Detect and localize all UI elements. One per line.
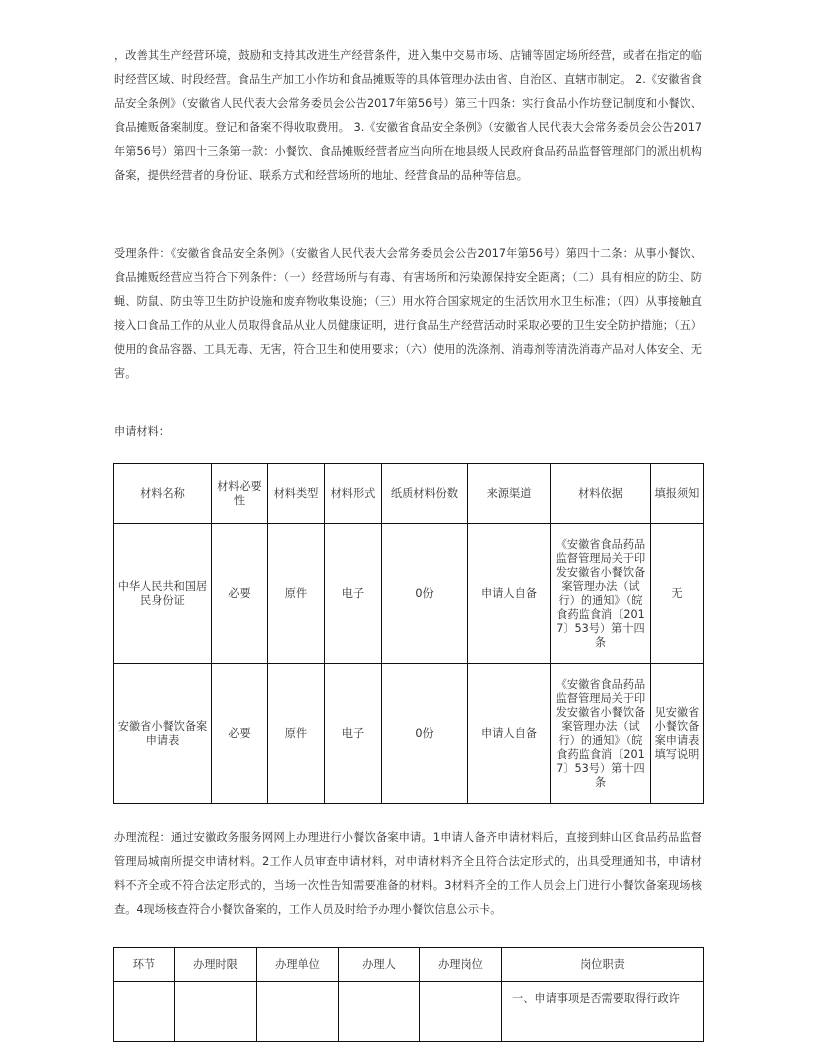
cell-filling-notes: 无 — [651, 524, 704, 664]
cell-material-name: 中华人民共和国居民身份证 — [114, 524, 212, 664]
cell-material-basis: 《安徽省食品药品监督管理局关于印发安徽省小餐饮备案管理办法（试行）的通知》（皖食药监食消〔2017〕53号）第十四条 — [551, 524, 651, 664]
header-paper-copies: 纸质材料份数 — [382, 464, 468, 524]
cell-post-duty: 一、申请事项是否需要取得行政许 — [502, 982, 704, 1042]
cell-material-basis: 《安徽省食品药品监督管理局关于印发安徽省小餐饮备案管理办法（试行）的通知》（皖食药监食消〔2017〕53号）第十四条 — [551, 664, 651, 804]
legal-basis-paragraph: ，改善其生产经营环境，鼓励和支持其改进生产经营条件，进入集中交易市场、店铺等固定场所经营，或者在指定的临时经营区域、时段经营。食品生产加工小作坊和食品摊贩等的具体管理办法由省、自治区、直辖市制定。 2.《安徽省食品安全条例》（安徽省人民代表大会常务委员会公告2017年第56号）第三十四条：实行食品小作坊登记制度和小餐饮、食品摊贩备案制度。登记和备案不得收取费用。 3.《安徽省食品安全条例》（安徽省人民代表大会常务委员会公告2017年第56号）第四十三条第一款：小餐饮、食品摊贩经营者应当向所在地县级人民政府食品药品监督管理部门的派出机构备案，提供经营者的身份证、联系方式和经营场所的地址、经营食品的品种等信息。 — [114, 49, 702, 182]
header-time-limit: 办理时限 — [175, 948, 257, 982]
header-post-duty: 岗位职责 — [502, 948, 704, 982]
cell-source-channel: 申请人自备 — [468, 664, 551, 804]
acceptance-conditions-paragraph: 受理条件：《安徽省食品安全条例》（安徽省人民代表大会常务委员会公告2017年第56号）第四十二条：从事小餐饮、食品摊贩经营应当符合下列条件：（一）经营场所与有毒、有害场所和污染源保持安全距离；（二）具有相应的防尘、防蝇、防鼠、防虫等卫生防护设施和废弃物收集设施；（三）用水符合国家规定的生活饮用水卫生标准；（四）从事接触直接入口食品工作的从业人员取得食品从业人员健康证明，进行食品生产经营活动时采取必要的卫生安全防护措施；（五）使用的食品容器、工具无毒、无害，符合卫生和使用要求；（六）使用的洗涤剂、消毒剂等清洗消毒产品对人体安全、无害。 — [114, 247, 702, 380]
materials-table — [113, 463, 704, 804]
cell-source-channel: 申请人自备 — [468, 524, 551, 664]
header-filling-notes: 填报须知 — [651, 464, 704, 524]
header-source-channel: 来源渠道 — [468, 464, 551, 524]
workflow-paragraph: 办理流程：通过安徽政务服务网网上办理进行小餐饮备案申请。1申请人备齐申请材料后，直接到蚌山区食品药品监督管理局城南所提交申请材料。2工作人员审查申请材料，对申请材料齐全且符合法定形式的，出具受理通知书，申请材料不齐全或不符合法定形式的，当场一次性告知需要准备的材料。3材料齐全的工作人员会上门进行小餐饮备案现场核查。4现场核查符合小餐饮备案的，工作人员及时给予办理小餐饮信息公示卡。 — [114, 831, 702, 916]
cell-material-form: 电子 — [325, 664, 382, 804]
cell-material-type: 原件 — [268, 664, 325, 804]
header-handling-unit: 办理单位 — [257, 948, 339, 982]
cell-paper-copies: 0份 — [382, 664, 468, 804]
table-row — [114, 664, 704, 804]
process-table — [113, 947, 704, 1042]
cell-handling-post — [420, 982, 502, 1042]
header-material-basis: 材料依据 — [551, 464, 651, 524]
materials-header-row — [114, 464, 704, 524]
header-material-type: 材料类型 — [268, 464, 325, 524]
cell-step — [114, 982, 175, 1042]
cell-filling-notes: 见安徽省小餐饮备案申请表填写说明 — [651, 664, 704, 804]
header-handler: 办理人 — [339, 948, 420, 982]
cell-necessity: 必要 — [212, 664, 268, 804]
cell-necessity: 必要 — [212, 524, 268, 664]
header-handling-post: 办理岗位 — [420, 948, 502, 982]
materials-heading: 申请材料： — [114, 425, 170, 438]
cell-time-limit — [175, 982, 257, 1042]
header-material-form: 材料形式 — [325, 464, 382, 524]
cell-material-form: 电子 — [325, 524, 382, 664]
cell-handler — [339, 982, 420, 1042]
cell-material-name: 安徽省小餐饮备案申请表 — [114, 664, 212, 804]
header-material-name: 材料名称 — [114, 464, 212, 524]
header-step: 环节 — [114, 948, 175, 982]
table-row — [114, 982, 704, 1042]
cell-material-type: 原件 — [268, 524, 325, 664]
cell-handling-unit — [257, 982, 339, 1042]
cell-paper-copies: 0份 — [382, 524, 468, 664]
process-header-row — [114, 948, 704, 982]
table-row — [114, 524, 704, 664]
header-necessity: 材料必要性 — [212, 464, 268, 524]
